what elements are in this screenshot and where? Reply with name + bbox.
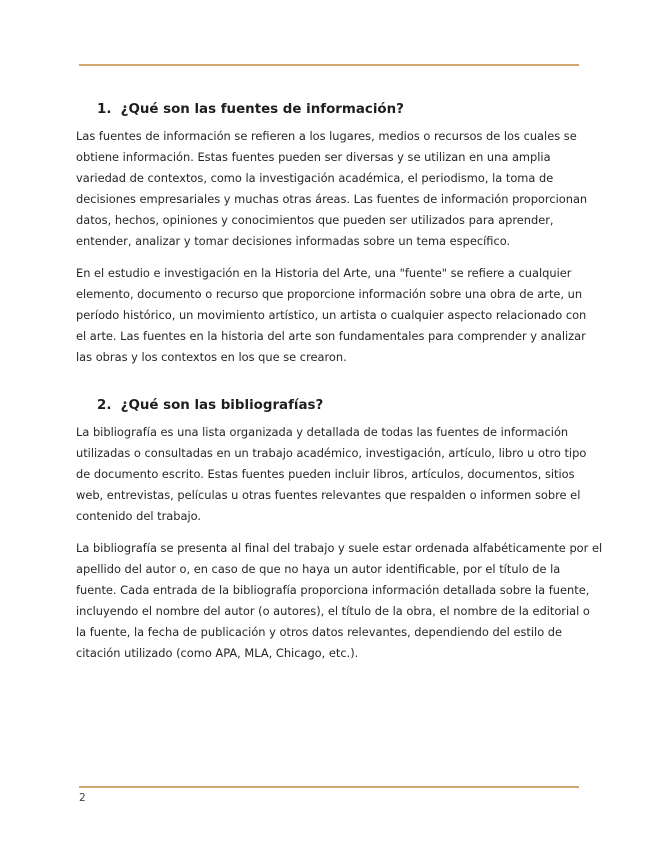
paragraph-line: período histórico, un movimiento artístico, un artista o cualquier aspecto relacionado con	[76, 308, 587, 322]
section-1-title: ¿Qué son las fuentes de información?	[120, 102, 404, 117]
paragraph-line: fuente. Cada entrada de la bibliografía proporciona información detallada sobre la fuente,	[76, 583, 590, 597]
paragraph-line: de documento escrito. Estas fuentes pueden incluir libros, artículos, documentos, sitios	[76, 467, 575, 481]
paragraph-line: incluyendo el nombre del autor (o autores), el título de la obra, el nombre de la editorial o	[76, 604, 590, 618]
section-2-number: 2.	[97, 398, 112, 413]
paragraph-line: La bibliografía se presenta al final del trabajo y suele estar ordenada alfabéticamente por el	[76, 541, 603, 555]
paragraph-line: decisiones empresariales y muchas otras áreas. Las fuentes de información proporcionan	[76, 192, 588, 206]
section-2-paragraph-1	[76, 422, 587, 527]
section-1-number: 1.	[97, 102, 112, 117]
header-rule	[79, 64, 579, 66]
paragraph-line: contenido del trabajo.	[76, 509, 202, 523]
paragraph-line: entender, analizar y tomar decisiones informadas sobre un tema específico.	[76, 234, 511, 248]
paragraph-line: Las fuentes de información se refieren a los lugares, medios o recursos de los cuales se	[76, 129, 577, 143]
section-1-heading	[97, 101, 404, 119]
paragraph-line: obtiene información. Estas fuentes pueden ser diversas y se utilizan en una amplia	[76, 150, 551, 164]
section-2-title: ¿Qué son las bibliografías?	[120, 398, 324, 413]
paragraph-line: utilizadas o consultadas en un trabajo académico, investigación, artículo, libro u otro tipo	[76, 446, 587, 460]
page-number: 2	[79, 792, 86, 804]
paragraph-line: La bibliografía es una lista organizada y detallada de todas las fuentes de información	[76, 425, 569, 439]
paragraph-line: la fuente, la fecha de publicación y otros datos relevantes, dependiendo del estilo de	[76, 625, 563, 639]
section-2-paragraph-2	[76, 538, 603, 664]
paragraph-line: datos, hechos, opiniones y conocimientos que pueden ser utilizados para aprender,	[76, 213, 554, 227]
paragraph-line: En el estudio e investigación en la Historia del Arte, una "fuente" se refiere a cualquier	[76, 266, 572, 280]
paragraph-line: elemento, documento o recurso que proporcione información sobre una obra de arte, un	[76, 287, 583, 301]
section-2-heading	[97, 397, 323, 415]
paragraph-line: el arte. Las fuentes en la historia del arte son fundamentales para comprender y analizar	[76, 329, 586, 343]
section-1-paragraph-2	[76, 263, 587, 368]
section-1-paragraph-1	[76, 126, 588, 252]
paragraph-line: variedad de contextos, como la investigación académica, el periodismo, la toma de	[76, 171, 554, 185]
footer-rule	[79, 786, 579, 788]
paragraph-line: citación utilizado (como APA, MLA, Chicago, etc.).	[76, 646, 359, 660]
paragraph-line: las obras y los contextos en los que se crearon.	[76, 350, 347, 364]
paragraph-line: web, entrevistas, películas u otras fuentes relevantes que respalden o informen sobre el	[76, 488, 581, 502]
paragraph-line: apellido del autor o, en caso de que no haya un autor identificable, por el título de la	[76, 562, 561, 576]
